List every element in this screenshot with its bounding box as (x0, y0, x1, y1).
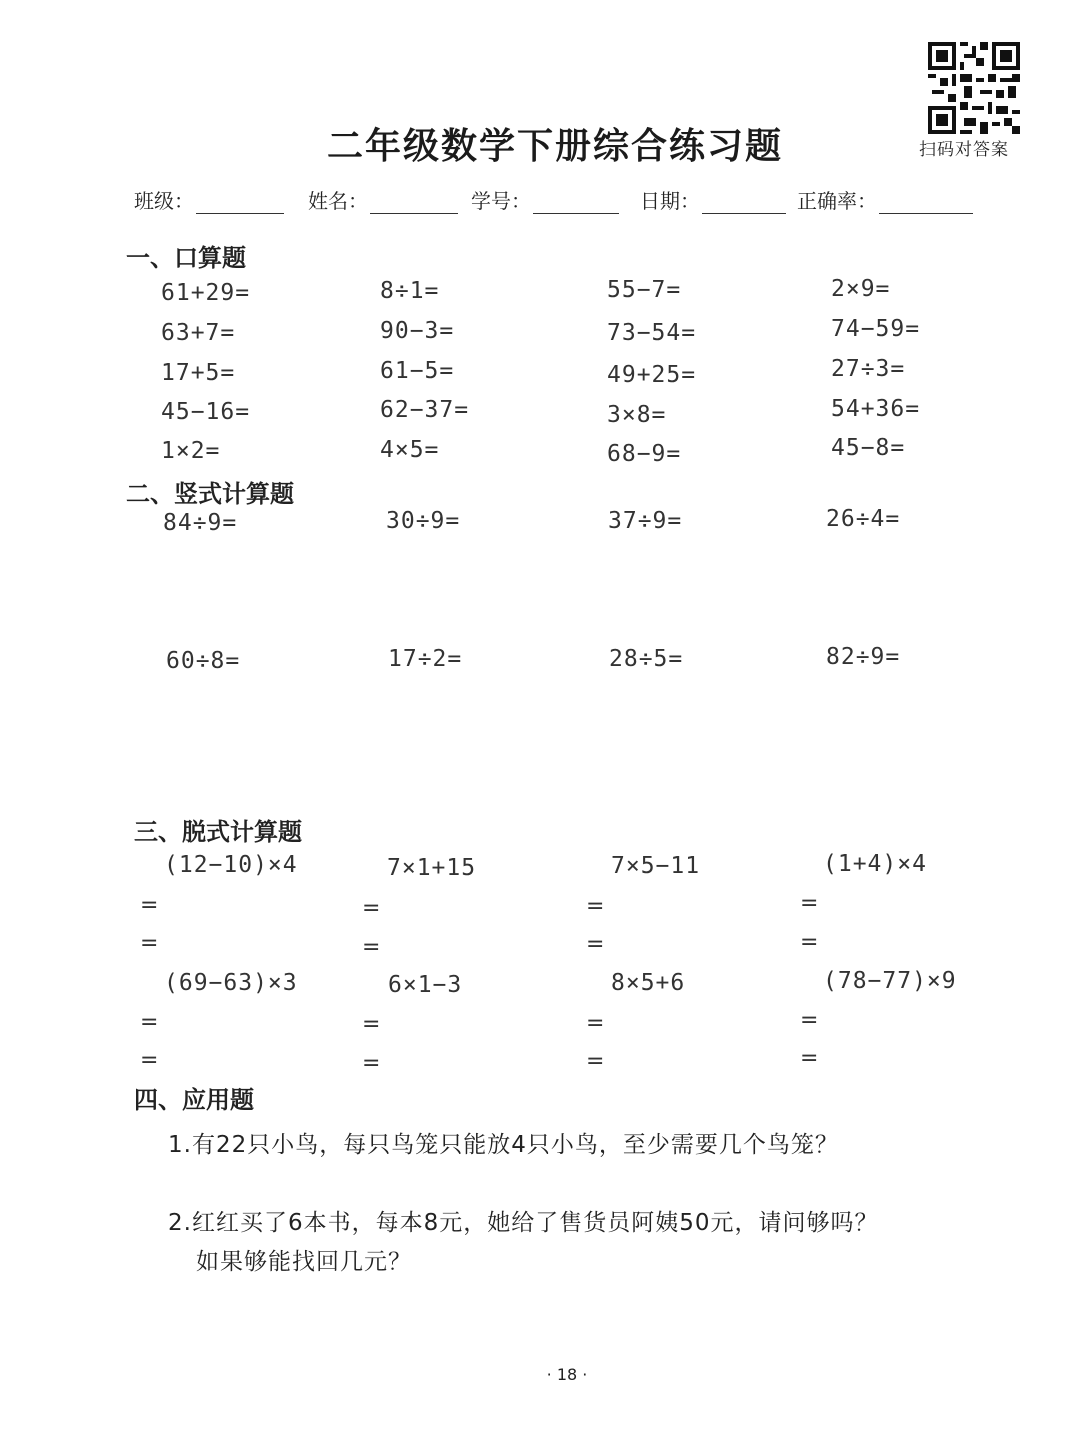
number-field (471, 185, 619, 214)
equals-sign: = (140, 893, 159, 918)
vertical-item: 60÷8= (166, 648, 241, 674)
oral-item: 62−37= (380, 397, 470, 423)
oral-item: 27÷3= (831, 356, 906, 382)
word-problem-2: 2.红红买了6本书，每本8元，她给了售货员阿姨50元，请问够吗？ (168, 1210, 879, 1236)
vertical-item: 26÷4= (826, 506, 901, 532)
oral-item: 55−7= (607, 277, 682, 303)
class-field (134, 185, 284, 214)
stepwise-item: (12−10)×4 (164, 852, 298, 878)
stepwise-item: 8×5+6 (611, 970, 686, 996)
equals-sign: = (362, 896, 381, 921)
oral-item: 2×9= (831, 276, 891, 302)
accuracy-blank (879, 191, 973, 214)
stepwise-item: 7×5−11 (611, 853, 701, 879)
vertical-item: 30÷9= (386, 508, 461, 534)
oral-item: 61−5= (380, 358, 455, 384)
equals-sign: = (140, 1010, 159, 1035)
accuracy-field (797, 185, 973, 214)
number-label: 学号： (471, 189, 531, 213)
oral-item: 61+29= (161, 280, 251, 306)
equals-sign: = (800, 930, 819, 955)
vertical-item: 37÷9= (608, 508, 683, 534)
vertical-item: 28÷5= (609, 646, 684, 672)
oral-item: 49+25= (607, 362, 697, 388)
stepwise-item: 6×1−3 (388, 972, 463, 998)
page-title: 二年级数学下册综合练习题 (326, 125, 783, 167)
vertical-item: 82÷9= (826, 644, 901, 670)
oral-item: 1×2= (161, 438, 221, 464)
section-heading-stepwise: 三、脱式计算题 (134, 818, 302, 846)
equals-sign: = (800, 1046, 819, 1071)
oral-item: 90−3= (380, 318, 455, 344)
oral-item: 54+36= (831, 396, 921, 422)
section-heading-vertical: 二、竖式计算题 (126, 480, 294, 508)
equals-sign: = (362, 935, 381, 960)
stepwise-item: (78−77)×9 (823, 968, 957, 994)
name-field (308, 185, 458, 214)
date-blank (702, 191, 786, 214)
equals-sign: = (362, 1012, 381, 1037)
equals-sign: = (362, 1051, 381, 1076)
word-problem-1: 1.有22只小鸟，每只鸟笼只能放4只小鸟，至少需要几个鸟笼？ (168, 1132, 839, 1158)
number-blank (533, 191, 619, 214)
section-heading-oral: 一、口算题 (126, 244, 246, 272)
vertical-item: 17÷2= (388, 646, 463, 672)
stepwise-item: (1+4)×4 (823, 851, 927, 877)
oral-item: 45−8= (831, 435, 906, 461)
equals-sign: = (140, 1048, 159, 1073)
vertical-item: 84÷9= (163, 510, 238, 536)
class-blank (196, 191, 284, 214)
name-blank (370, 191, 458, 214)
qr-label: 扫码对答案 (919, 140, 1009, 160)
oral-item: 45−16= (161, 399, 251, 425)
equals-sign: = (586, 1011, 605, 1036)
stepwise-item: 7×1+15 (387, 855, 477, 881)
oral-item: 4×5= (380, 437, 440, 463)
equals-sign: = (800, 1008, 819, 1033)
class-label: 班级： (134, 189, 194, 213)
oral-item: 8÷1= (380, 278, 440, 304)
word-problem-2-cont: 如果够能找回几元？ (196, 1249, 412, 1275)
accuracy-label: 正确率： (797, 189, 877, 213)
oral-item: 68−9= (607, 441, 682, 467)
oral-item: 63+7= (161, 320, 236, 346)
date-field (640, 185, 786, 214)
oral-item: 17+5= (161, 360, 236, 386)
equals-sign: = (140, 931, 159, 956)
section-heading-word-problems: 四、应用题 (134, 1086, 254, 1114)
equals-sign: = (586, 932, 605, 957)
oral-item: 73−54= (607, 320, 697, 346)
equals-sign: = (800, 891, 819, 916)
oral-item: 3×8= (607, 402, 667, 428)
date-label: 日期： (640, 189, 700, 213)
equals-sign: = (586, 894, 605, 919)
name-label: 姓名： (308, 189, 368, 213)
equals-sign: = (586, 1049, 605, 1074)
stepwise-item: (69−63)×3 (164, 970, 298, 996)
oral-item: 74−59= (831, 316, 921, 342)
page-number: · 18 · (546, 1365, 588, 1384)
